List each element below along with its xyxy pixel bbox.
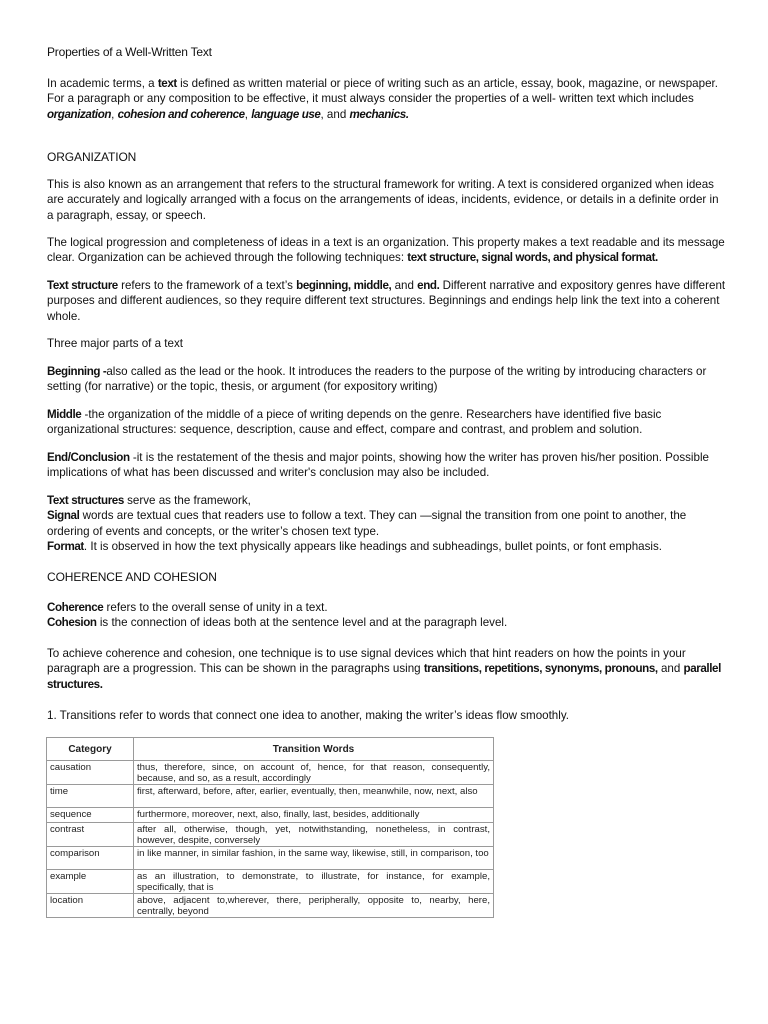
row-category: time xyxy=(47,785,134,808)
beginning-text: also called as the lead or the hook. It introduces the readers to the purpose of the writing by introducing characters or setting (for narrative) or the topic, thesis, or argument (for expository writing) xyxy=(47,365,707,394)
term-coherence: Coherence xyxy=(47,601,104,614)
parallel-structures-text: parallel structures. xyxy=(47,662,721,691)
table-row xyxy=(47,808,494,823)
row-category: example xyxy=(47,870,134,894)
organization-paragraph-1: This is also known as an arrangement that refers to the structural framework for writing. A text is considered organized when ideas are accurately and logically arranged with a focus on the arrangements of ideas, incidents, evidence, or details in a definite order in a paragraph, essay, or speech. xyxy=(47,178,719,222)
achieve-text: To achieve coherence and cohesion, one technique is to use signal devices which that hint readers on how the points in your paragraph are a progression. This can be shown in the paragraphs using xyxy=(47,647,686,676)
cohesion-text: is the connection of ideas both at the sentence level and at the paragraph level. xyxy=(96,616,508,630)
header-category: Category xyxy=(47,738,134,761)
term-beginning: Beginning - xyxy=(47,365,107,378)
conclusion-text: -it is the restatement of the thesis and major points, showing how the writer has proven his/her position. Possible implications of what has been discussed and writer's conclusion may also be included. xyxy=(47,451,709,480)
row-words: first, afterward, before, after, earlier, eventually, then, meanwhile, now, next, also xyxy=(134,785,494,808)
row-words: thus, therefore, since, on account of, hence, for that reason, consequently, because, and so, as a result, accordingly xyxy=(134,761,494,785)
signal-text: words are textual cues that readers use to follow a text. They can —signal the transition from one point to another, the ordering of events and concepts, or the writer’s chosen text type. xyxy=(47,509,687,538)
middle-paragraph xyxy=(47,407,727,438)
conjunction-text: and xyxy=(391,279,418,292)
row-category: sequence xyxy=(47,808,134,823)
term-organization: organization xyxy=(47,107,112,121)
format-line xyxy=(47,539,727,554)
row-category: causation xyxy=(47,761,134,785)
cohesion-line xyxy=(47,615,727,630)
header-transition-words: Transition Words xyxy=(134,738,494,761)
signal-line xyxy=(47,508,727,539)
coherence-line xyxy=(47,600,727,615)
text-structure-text: Different narrative and expository genres have different purposes and different audiences, so they require different text structures. Beginnings and endings help link the text into a coherent whole. xyxy=(47,279,726,323)
term-text: text xyxy=(157,77,177,90)
coherence-text: refers to the overall sense of unity in a text. xyxy=(103,601,328,614)
intro-paragraph xyxy=(47,76,727,122)
parts-text: beginning, middle, xyxy=(296,279,392,292)
middle-text: -the organization of the middle of a piece of writing depends on the genre. Researchers have identified five basic organizational structures: sequence, description, cause and effect, compare and contrast, and problem and solution. xyxy=(47,408,662,437)
row-words: as an illustration, to demonstrate, to illustrate, for instance, for example, specifically, that is xyxy=(134,870,494,894)
achieve-paragraph xyxy=(47,646,727,692)
section-heading-coherence: COHERENCE AND COHESION xyxy=(47,570,217,584)
term-language-use: language use xyxy=(251,107,321,121)
end-text: end. xyxy=(417,279,440,292)
table-header-row xyxy=(47,738,494,761)
table-row xyxy=(47,823,494,847)
page-title: Properties of a Well-Written Text xyxy=(47,45,212,59)
term-cohesion: cohesion and coherence xyxy=(117,107,245,121)
beginning-paragraph xyxy=(47,364,727,395)
separator: , and xyxy=(320,107,350,121)
term-conclusion: End/Conclusion xyxy=(47,451,130,464)
transitions-paragraph: 1. Transitions refer to words that connect one idea to another, making the writer’s ideas flow smoothly. xyxy=(47,709,569,722)
term-format: Format xyxy=(47,540,84,554)
techniques-text: text structure, signal words, and physical format. xyxy=(407,251,658,265)
three-parts-label: Three major parts of a text xyxy=(47,337,183,350)
structures-text: serve as the framework, xyxy=(123,494,251,507)
row-words: above, adjacent to,wherever, there, peripherally, opposite to, nearby, here, centrally, beyond xyxy=(134,894,494,918)
term-mechanics: mechanics. xyxy=(349,107,409,121)
term-signal: Signal xyxy=(47,509,80,523)
table-row xyxy=(47,870,494,894)
text-structure-text: refers to the framework of a text’s xyxy=(117,279,297,292)
intro-text: In academic terms, a xyxy=(47,77,158,90)
transition-words-table xyxy=(46,737,494,918)
row-words: after all, otherwise, though, yet, notwithstanding, nonetheless, in contrast, however, despite, conversely xyxy=(134,823,494,847)
row-words: furthermore, moreover, next, also, finally, last, besides, additionally xyxy=(134,808,494,823)
separator: , xyxy=(244,107,252,121)
table-row xyxy=(47,847,494,870)
term-text-structures: Text structures xyxy=(47,494,124,507)
term-middle: Middle xyxy=(47,408,82,421)
organization-text: The logical progression and completeness of ideas in a text is an organization. This property makes a text readable and its message clear. Organization can be achieved through the following techniques: xyxy=(47,236,725,265)
format-text: . It is observed in how the text physically appears like headings and subheadings, bullet points, or font emphasis. xyxy=(83,540,663,554)
structures-line xyxy=(47,493,727,508)
conjunction-text: and xyxy=(657,662,684,676)
section-heading-organization: ORGANIZATION xyxy=(47,150,137,164)
separator: , xyxy=(111,107,118,121)
row-words: in like manner, in similar fashion, in the same way, likewise, still, in comparison, too xyxy=(134,847,494,870)
coherence-definitions xyxy=(47,600,727,631)
term-text-structure: Text structure xyxy=(47,279,118,292)
table-row xyxy=(47,785,494,808)
devices-text: transitions, repetitions, synonyms, pronouns, xyxy=(423,662,658,676)
term-cohesion-def: Cohesion xyxy=(47,616,97,630)
table-row xyxy=(47,894,494,918)
row-category: location xyxy=(47,894,134,918)
row-category: comparison xyxy=(47,847,134,870)
row-category: contrast xyxy=(47,823,134,847)
organization-paragraph-2 xyxy=(47,235,727,266)
structures-paragraph xyxy=(47,493,727,555)
intro-text: is defined as written material or piece of writing such as an article, essay, book, magazine, or newspaper. xyxy=(176,77,718,90)
intro-text: For a paragraph or any composition to be effective, it must always consider the properties of a well- written text which includes xyxy=(47,92,694,106)
text-structure-paragraph xyxy=(47,278,727,324)
conclusion-paragraph xyxy=(47,450,727,481)
table-row xyxy=(47,761,494,785)
